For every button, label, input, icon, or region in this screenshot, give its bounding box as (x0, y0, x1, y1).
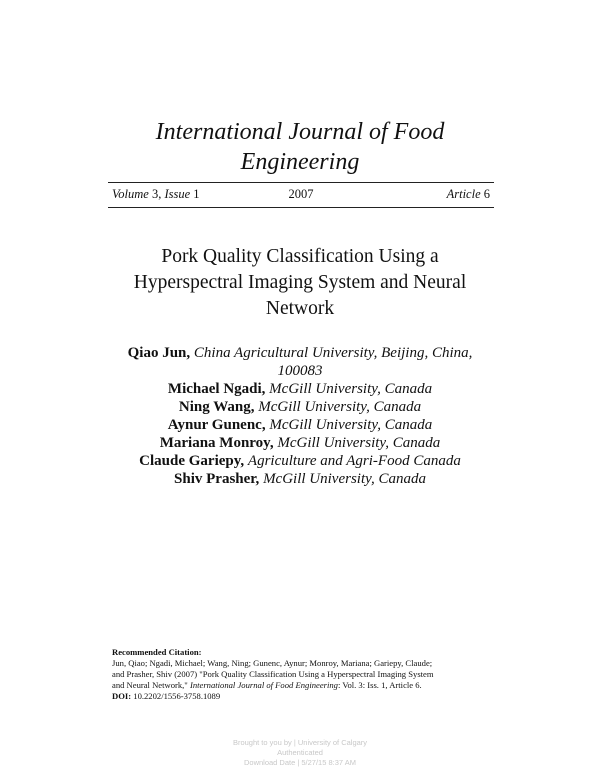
author-entry (0, 416, 600, 434)
doi-link[interactable]: 10.2202/1556-3758.1089 (133, 691, 221, 701)
author-name: Aynur Gunenc, (167, 417, 266, 433)
author-name: Shiv Prasher, (174, 471, 260, 487)
article-title-line2: Hyperspectral Imaging System and Neural (133, 272, 467, 293)
author-name: Qiao Jun, (127, 345, 191, 361)
article-number: Article 6 (446, 187, 490, 201)
author-affiliation-continued: 100083 (277, 363, 323, 379)
author-name: Ning Wang, (178, 399, 255, 415)
author-affiliation: China Agricultural University, Beijing, China, (193, 345, 473, 361)
author-entry (0, 434, 600, 452)
author-affiliation: McGill University, Canada (269, 381, 433, 397)
bottom-rule (108, 207, 494, 208)
volume-issue: Volume 3, Issue 1 (112, 187, 200, 201)
article-title-line3: Network (265, 298, 335, 319)
doi-label: DOI: (112, 691, 132, 701)
author-entry (0, 344, 600, 362)
author-name: Mariana Monroy, (159, 435, 274, 451)
article-title-line1: Pork Quality Classification Using a (161, 246, 439, 267)
journal-title-line2: Engineering (240, 149, 360, 175)
journal-title-line1: International Journal of Food (155, 119, 445, 145)
citation-line: Jun, Qiao; Ngadi, Michael; Wang, Ning; Gunenc, Aynur; Monroy, Mariana; Gariepy, Claude; (112, 658, 433, 668)
author-entry (0, 380, 600, 398)
issue-info-row (112, 186, 490, 202)
author-entry (0, 470, 600, 488)
journal-title (0, 117, 600, 177)
citation-doi (112, 691, 488, 702)
recommended-citation (112, 647, 488, 702)
author-name: Claude Gariepy, (139, 453, 245, 469)
author-list (0, 344, 600, 488)
top-rule (108, 182, 494, 183)
author-name: Michael Ngadi, (167, 381, 266, 397)
author-affiliation: McGill University, Canada (277, 435, 441, 451)
author-affiliation: Agriculture and Agri-Food Canada (247, 453, 461, 469)
citation-journal: International Journal of Food Engineering (189, 680, 338, 690)
citation-heading: Recommended Citation: (112, 647, 202, 657)
citation-line: and Neural Network," International Journal of Food Engineering: Vol. 3: Iss. 1, Article 6. (112, 680, 422, 690)
publication-year: 2007 (288, 187, 314, 201)
author-entry (0, 398, 600, 416)
article-title (0, 244, 600, 322)
author-affiliation: McGill University, Canada (258, 399, 422, 415)
author-affiliation: McGill University, Canada (263, 471, 426, 487)
citation-line: and Prasher, Shiv (2007) "Pork Quality Classification Using a Hyperspectral Imaging System (112, 669, 434, 679)
author-affiliation: McGill University, Canada (269, 417, 433, 433)
download-watermark: Brought to you by | University of Calgary Authenticated Download Date | 5/27/15 8:37 AM (232, 738, 368, 767)
author-entry (0, 452, 600, 470)
